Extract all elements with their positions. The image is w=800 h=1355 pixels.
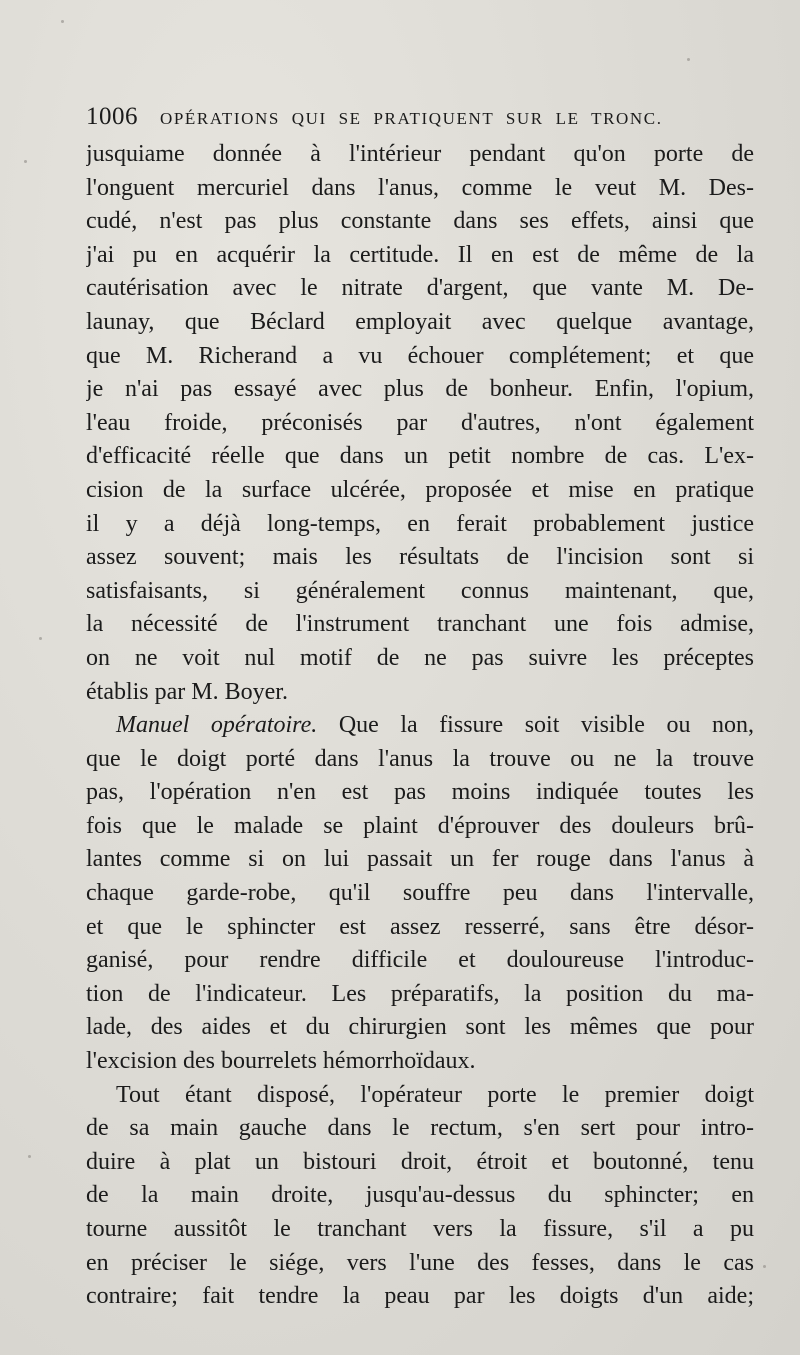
paper-speck bbox=[24, 160, 27, 163]
text-line: la nécessité de l'instrument tranchant une fois admise, bbox=[86, 611, 754, 638]
text-line: pas, l'opération n'en est pas moins indiquée toutes les bbox=[86, 779, 754, 806]
text-line: satisfaisants, si généralement connus maintenant, que, bbox=[86, 577, 754, 604]
paper-speck bbox=[39, 637, 42, 640]
text-line: chaque garde-robe, qu'il souffre peu dans l'intervalle, bbox=[86, 880, 754, 907]
page-number: 1006 bbox=[86, 103, 138, 130]
text-line: lantes comme si on lui passait un fer rouge dans l'anus à bbox=[86, 846, 754, 873]
paper-speck bbox=[61, 20, 64, 23]
text-line: que M. Richerand a vu échouer complétement; et que bbox=[86, 342, 754, 369]
text-line: de sa main gauche dans le rectum, s'en sert pour intro- bbox=[86, 1115, 754, 1142]
text-line: ganisé, pour rendre difficile et douloureuse l'introduc- bbox=[86, 947, 754, 974]
text-line: contraire; fait tendre la peau par les doigts d'un aide; bbox=[86, 1283, 754, 1310]
text-line: l'excision des bourrelets hémorrhoïdaux. bbox=[86, 1048, 476, 1075]
text-line: l'onguent mercuriel dans l'anus, comme le veut M. Des- bbox=[86, 174, 754, 201]
text-line: lade, des aides et du chirurgien sont les mêmes que pour bbox=[86, 1014, 754, 1041]
text-line: tion de l'indicateur. Les préparatifs, la position du ma- bbox=[86, 980, 754, 1007]
text-line: on ne voit nul motif de ne pas suivre les préceptes bbox=[86, 644, 754, 671]
text-line-rest: Que la fissure soit visible ou non, bbox=[317, 712, 754, 739]
section-lead: Manuel opératoire. bbox=[116, 712, 318, 739]
text-line: et que le sphincter est assez resserré, sans être désor- bbox=[86, 913, 754, 940]
text-line: jusquiame donnée à l'intérieur pendant qu'on porte de bbox=[86, 141, 754, 167]
text-line: que le doigt porté dans l'anus la trouve ou ne la trouve bbox=[86, 745, 754, 772]
text-line: cautérisation avec le nitrate d'argent, que vante M. De- bbox=[86, 275, 754, 302]
running-head bbox=[86, 103, 756, 135]
text-line: cision de la surface ulcérée, proposée et mise en pratique bbox=[86, 476, 754, 503]
paper-speck bbox=[687, 58, 690, 61]
running-title: OPÉRATIONS QUI SE PRATIQUENT SUR LE TRONC. bbox=[160, 109, 663, 128]
text-line bbox=[86, 709, 754, 743]
body-text bbox=[86, 138, 754, 1314]
text-line: établis par M. Boyer. bbox=[86, 678, 288, 705]
text-line: je n'ai pas essayé avec plus de bonheur. Enfin, l'opium, bbox=[86, 376, 754, 403]
text-line: cudé, n'est pas plus constante dans ses effets, ainsi que bbox=[86, 208, 754, 235]
text-line: d'efficacité réelle que dans un petit nombre de cas. L'ex- bbox=[86, 443, 754, 470]
text-line: j'ai pu en acquérir la certitude. Il en est de même de la bbox=[86, 241, 754, 268]
text-line: l'eau froide, préconisés par d'autres, n'ont également bbox=[86, 409, 754, 436]
text-line: duire à plat un bistouri droit, étroit et boutonné, tenu bbox=[86, 1148, 754, 1175]
text-line: Tout étant disposé, l'opérateur porte le premier doigt bbox=[116, 1081, 754, 1108]
text-line: il y a déjà long-temps, en ferait probablement justice bbox=[86, 510, 754, 537]
text-line: fois que le malade se plaint d'éprouver des douleurs brû- bbox=[86, 812, 754, 839]
paper-speck bbox=[763, 1265, 766, 1268]
paper-speck bbox=[28, 1155, 31, 1158]
text-line: tourne aussitôt le tranchant vers la fissure, s'il a pu bbox=[86, 1216, 754, 1242]
text-line: launay, que Béclard employait avec quelque avantage, bbox=[86, 308, 754, 335]
text-line: en préciser le siége, vers l'une des fesses, dans le cas bbox=[86, 1249, 754, 1276]
text-line: de la main droite, jusqu'au-dessus du sphincter; en bbox=[86, 1182, 754, 1209]
text-line: assez souvent; mais les résultats de l'incision sont si bbox=[86, 544, 754, 571]
